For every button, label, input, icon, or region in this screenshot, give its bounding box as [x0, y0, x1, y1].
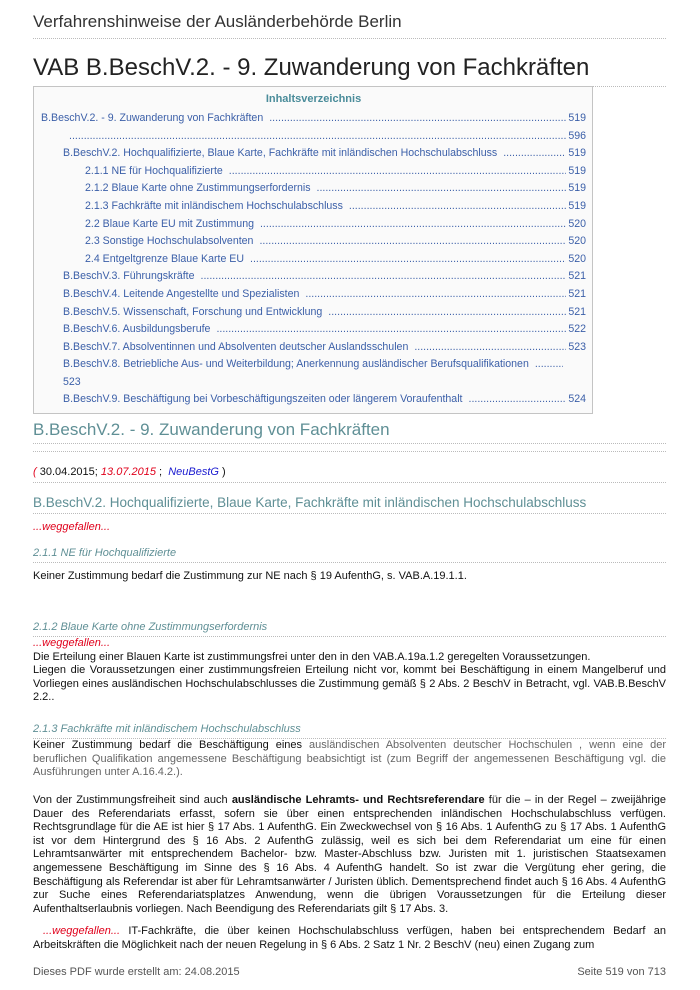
footer-created-date: Dieses PDF wurde erstellt am: 24.08.2015: [33, 966, 240, 978]
toc-entry-label: B.BeschV.7. Absolventinnen und Absolventen deutscher Auslandsschulen: [63, 340, 409, 353]
history-date-2: 13.07.2015: [100, 466, 156, 478]
toc-entry-label: 2.4 Entgeltgrenze Blaue Karte EU: [85, 252, 245, 265]
toc-heading: Inhaltsverzeichnis: [265, 93, 362, 105]
toc-entry-label: 2.1.3 Fachkräfte mit inländischem Hochschulabschluss: [85, 199, 343, 212]
toc-entry[interactable]: [41, 268, 586, 286]
toc-leader: [269, 110, 566, 128]
toc-entry-page: 523: [63, 375, 81, 388]
toc-entry[interactable]: [41, 180, 586, 198]
s212-text-2: Liegen die Voraussetzungen einer zustimmungsfreien Erteilung nicht vor, kommt bei Beschäftigung in einem Mangelberuf und Vorliegen eines ausländischen Hochschulabschlusses die Zustimmung gemäß § 2 Abs. 2 BeschV in Betracht, vgl. VAB.B.BeschV 2.2..: [33, 664, 666, 704]
toc-leader: [317, 180, 567, 198]
s211-text: Keiner Zustimmung bedarf die Zustimmung zur NE nach § 19 AufenthG, s. VAB.A.19.1.1.: [33, 570, 467, 582]
toc-entry-page: 520: [568, 252, 586, 265]
toc-entry-label: B.BeschV.4. Leitende Angestellte und Spezialisten: [63, 287, 300, 300]
divider: [33, 482, 666, 483]
subsection-heading: B.BeschV.2. Hochqualifizierte, Blaue Karte, Fachkräfte mit inländischen Hochschulabschluss: [33, 495, 666, 514]
s212-removed: ...weggefallen...: [33, 637, 111, 649]
s213-paragraph-2: [33, 794, 666, 916]
divider: [33, 451, 666, 452]
s212-body: [33, 637, 666, 705]
toc-entry-label: B.BeschV.8. Betriebliche Aus- und Weiterbildung; Anerkennung ausländischer Berufsqualifikationen: [63, 358, 529, 371]
toc-entry-page: 521: [568, 305, 586, 318]
toc-leader: [260, 216, 566, 234]
s212-text-1: Die Erteilung einer Blauen Karte ist zustimmungsfrei unter den in den VAB.A.19a.1.2 geregelten Voraussetzungen.: [33, 650, 591, 663]
toc-entry-page: 519: [568, 182, 586, 195]
toc-leader: [469, 391, 567, 409]
toc-leader: [69, 128, 566, 146]
toc-entry[interactable]: [41, 110, 586, 128]
toc-leader: [503, 145, 566, 163]
history-tag-link[interactable]: NeuBestG: [168, 466, 219, 478]
s211-heading: 2.1.1 NE für Hochqualifizierte: [33, 547, 666, 563]
toc-entry-label: B.BeschV.2. - 9. Zuwanderung von Fachkräften: [41, 112, 264, 124]
toc-entry-page: 519: [568, 147, 586, 160]
history-date-1: 30.04.2015;: [39, 466, 98, 478]
toc-entry[interactable]: [41, 163, 586, 181]
s213-p2-text-a: Von der Zustimmungsfreiheit sind auch: [33, 794, 232, 806]
history-open: (: [33, 466, 37, 478]
history-separator: ;: [159, 466, 163, 478]
s213-p3-removed: ...weggefallen...: [43, 925, 121, 937]
s213-p1-reference: ausländischen Absolventen deutscher Hochschulen , wenn eine der beruflichen Qualifikation angemessene Beschäftigung beabsichtigt ist (zum Begriff der angemessenen Beschäftigung vgl. die Ausführungen unter A.16.4.2.).: [33, 739, 666, 779]
history-close: ): [222, 466, 226, 478]
toc-entry[interactable]: [41, 216, 586, 234]
toc-leader: [305, 286, 566, 304]
s213-paragraph-3: [33, 925, 666, 952]
toc-entry-page: 522: [568, 323, 586, 336]
toc-entry-page: 519: [568, 164, 586, 177]
toc-entry-page: 524: [568, 392, 586, 405]
toc-entry[interactable]: [41, 128, 586, 146]
toc-leader: [250, 251, 566, 269]
s213-p3-text: IT-Fachkräfte, die über keinen Hochschulabschluss verfügen, haben bei entsprechendem Bedarf an Arbeitskräften die Möglichkeit nach der neuen Regelung in § 6 Abs. 2 Satz 1 Nr. 2 BeschV (neu) einen Zugang zum: [33, 925, 666, 951]
table-of-contents: [33, 86, 593, 414]
toc-entry[interactable]: [41, 233, 586, 251]
toc-entry-label: B.BeschV.9. Beschäftigung bei Vorbeschäftigungszeiten oder längerem Voraufenthalt: [63, 392, 463, 405]
s213-p1-text: Keiner Zustimmung bedarf die Beschäftigung eines: [33, 739, 303, 751]
toc-entry-label: B.BeschV.2. Hochqualifizierte, Blaue Karte, Fachkräfte mit inländischen Hochschulabschluss: [63, 147, 498, 160]
toc-entry-label: 2.1.2 Blaue Karte ohne Zustimmungserfordernis: [85, 182, 311, 195]
s213-paragraph-1: [33, 739, 666, 780]
toc-entry[interactable]: [41, 198, 586, 216]
toc-entry-page: 520: [568, 235, 586, 248]
page-header: Verfahrenshinweise der Ausländerbehörde Berlin: [33, 12, 666, 39]
toc-entry[interactable]: [41, 339, 586, 357]
removed-note: ...weggefallen...: [33, 521, 111, 533]
toc-leader: [414, 339, 566, 357]
toc-entry[interactable]: [41, 321, 586, 339]
toc-entry[interactable]: [41, 304, 586, 322]
toc-leader: [328, 304, 566, 322]
toc-entry[interactable]: [41, 286, 586, 304]
toc-leader: [535, 356, 563, 374]
toc-entry[interactable]: [41, 251, 586, 269]
toc-entry-label: 2.2 Blaue Karte EU mit Zustimmung: [85, 217, 254, 230]
toc-leader: [201, 268, 567, 286]
toc-entry[interactable]: [41, 145, 586, 163]
toc-entry[interactable]: [41, 391, 586, 409]
toc-leader: [229, 163, 567, 181]
page-title: VAB B.BeschV.2. - 9. Zuwanderung von Fachkräften: [33, 54, 666, 87]
toc-leader: [259, 233, 566, 251]
toc-entry-page-wrap: [41, 374, 586, 391]
toc-entry-page: 520: [568, 217, 586, 230]
toc-entry-label: B.BeschV.3. Führungskräfte: [63, 270, 195, 283]
footer-page-number: Seite 519 von 713: [577, 966, 666, 978]
history-line: [33, 466, 666, 480]
s213-heading: 2.1.3 Fachkräfte mit inländischem Hochschulabschluss: [33, 723, 666, 739]
toc-entry-page: 521: [568, 270, 586, 283]
toc-entry-page: 521: [568, 287, 586, 300]
toc-entry-label: 2.1.1 NE für Hochqualifizierte: [85, 164, 223, 177]
toc-entry-label: B.BeschV.6. Ausbildungsberufe: [63, 323, 211, 336]
toc-entry[interactable]: [41, 356, 586, 374]
toc-entry-label: 2.3 Sonstige Hochschulabsolventen: [85, 235, 254, 248]
toc-entry-page: 596: [568, 129, 586, 142]
section-heading: B.BeschV.2. - 9. Zuwanderung von Fachkräften: [33, 420, 666, 444]
toc-entry-page: 519: [568, 112, 586, 124]
toc-leader: [216, 321, 566, 339]
toc-leader: [349, 198, 566, 216]
s212-heading: 2.1.2 Blaue Karte ohne Zustimmungserfordernis: [33, 621, 666, 637]
s213-p2-text-b: für die – in der Regel – zweijährige Dauer des Referendariats erfasst, sofern sie über einen entsprechenden inländischen Hochschulabschluss verfügen. Rechtsgrundlage für die AE ist hier § 17 Abs. 1 AufenthG. Ein Zweckwechsel von § 16 Abs. 1 AufenthG zu § 17 Abs. 1 AufenthG ist vor dem Hintergrund des § 16 Abs. 2 AufenthG zulässig, weil es sich bei dem Referendariat um eine für einen Lehramtsanwärter mit entsprechendem Bachelor- bzw. Master-Abschluss bzw. Juristen mit 1. juristischen Staatsexamen angemessene Beschäftigung im Sinne des § 16 Abs. 4 AufenthG handelt. So ist zwar die Vergütung eher gering, die Beschäftigung als Referendar ist aber für Lehramtsanwärter / Juristen üblich. Dementsprechend findet auch § 16 Abs. 4 AufenthG zur Suche eines Referendariatsplatzes Anwendung, wenn die übrigen Voraussetzungen für die Erteilung dieser Aufenthaltserlaubnis vorliegen. Nach Beendigung des Referendariats gilt § 17 Abs. 3.: [33, 794, 666, 915]
toc-entry-page: 523: [568, 340, 586, 353]
toc-entry-page: 519: [568, 199, 586, 212]
s213-p2-bold: ausländische Lehramts- und Rechtsreferendare: [231, 794, 485, 806]
toc-entry-label: B.BeschV.5. Wissenschaft, Forschung und Entwicklung: [63, 305, 323, 318]
